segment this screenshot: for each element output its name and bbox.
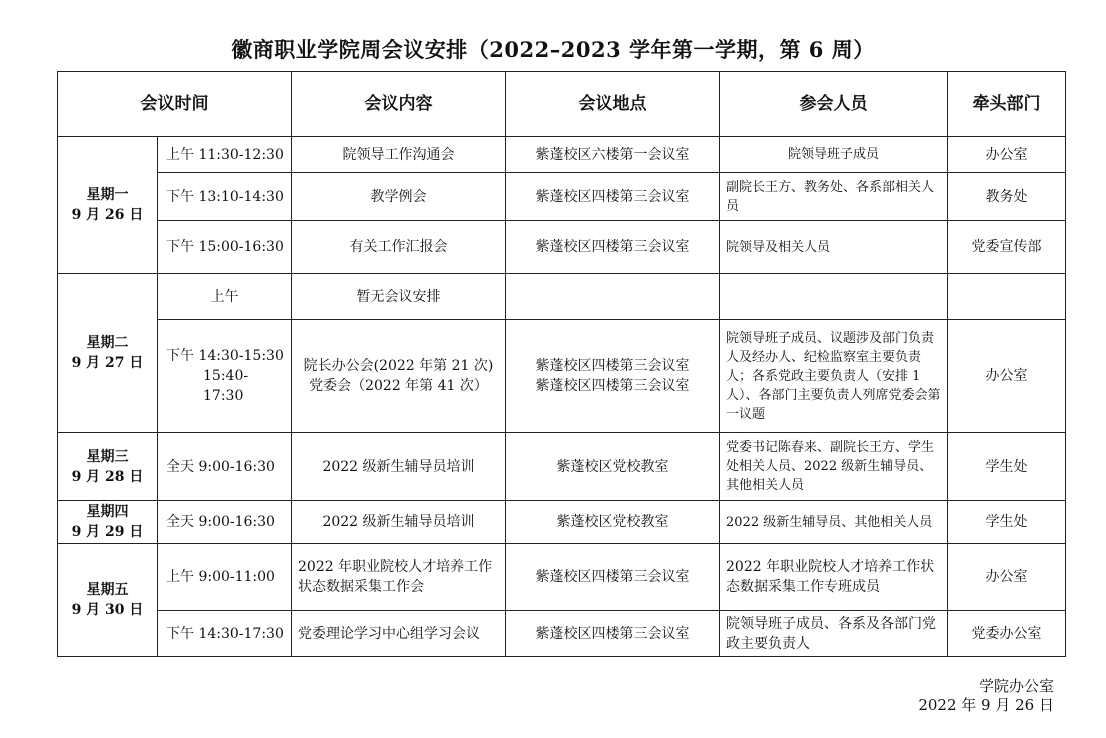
table-row <box>58 221 1066 274</box>
footer-date: 2022 年 9 月 26 日 <box>918 696 1054 714</box>
location-cell: 紫蓬校区四楼第三会议室 <box>506 173 720 221</box>
header-content: 会议内容 <box>292 72 506 137</box>
day-date: 9 月 26 日 <box>71 207 144 223</box>
content-cell: 有关工作汇报会 <box>292 221 506 274</box>
content-cell: 院领导工作沟通会 <box>292 137 506 173</box>
dept-cell: 教务处 <box>948 173 1066 221</box>
table-row <box>58 433 1066 501</box>
day-date: 9 月 30 日 <box>71 602 144 618</box>
dept-cell: 党委办公室 <box>948 611 1066 657</box>
dept-cell: 办公室 <box>948 137 1066 173</box>
header-dept: 牵头部门 <box>948 72 1066 137</box>
content-cell: 教学例会 <box>292 173 506 221</box>
time-cell <box>158 320 292 433</box>
day-name: 星期三 <box>86 448 129 465</box>
page-title: 徽商职业学院周会议安排（2022–2023 学年第一学期，第 6 周） <box>231 37 875 62</box>
table-row <box>58 137 1066 173</box>
content-cell: 2022 级新生辅导员培训 <box>292 433 506 501</box>
dept-cell: 学生处 <box>948 433 1066 501</box>
location-cell: 紫蓬校区四楼第三会议室 <box>506 611 720 657</box>
time-line-1: 下午 14:30-15:30 <box>166 348 284 364</box>
attendees-cell: 2022 年职业院校人才培养工作状态数据采集工作专班成员 <box>720 544 948 611</box>
dept-cell: 办公室 <box>948 320 1066 433</box>
location-cell: 紫蓬校区党校教室 <box>506 501 720 544</box>
header-time: 会议时间 <box>58 72 292 137</box>
location-line-2: 紫蓬校区四楼第三会议室 <box>535 378 690 394</box>
table-row <box>58 274 1066 320</box>
day-cell-tuesday <box>58 274 158 433</box>
table-row <box>58 501 1066 544</box>
day-date: 9 月 27 日 <box>71 355 144 371</box>
time-cell: 全天 9:00-16:30 <box>158 433 292 501</box>
attendees-cell: 院领导班子成员、议题涉及部门负责人及经办人、纪检监察室主要负责人；各系党政主要负责人（安排 1 人）、各部门主要负责人列席党委会第一议题 <box>720 320 948 433</box>
attendees-cell: 院领导班子成员、各系及各部门党政主要负责人 <box>720 611 948 657</box>
day-name: 星期五 <box>86 582 129 598</box>
day-cell-thursday <box>58 501 158 544</box>
location-cell: 紫蓬校区四楼第三会议室 <box>506 544 720 611</box>
day-cell-wednesday <box>58 433 158 501</box>
day-date: 9 月 28 日 <box>71 468 144 485</box>
dept-cell: 办公室 <box>948 544 1066 611</box>
day-cell-monday <box>58 137 158 274</box>
time-cell: 上午 11:30-12:30 <box>158 137 292 173</box>
day-date: 9 月 29 日 <box>71 524 144 540</box>
attendees-cell: 党委书记陈春来、副院长王方、学生处相关人员、2022 级新生辅导员、其他相关人员 <box>720 433 948 501</box>
time-cell: 下午 13:10-14:30 <box>158 173 292 221</box>
day-name: 星期二 <box>86 335 129 351</box>
attendees-cell: 2022 级新生辅导员、其他相关人员 <box>720 501 948 544</box>
table-row <box>58 173 1066 221</box>
day-name: 星期一 <box>86 187 129 203</box>
location-cell: 紫蓬校区四楼第三会议室 <box>506 221 720 274</box>
location-cell <box>506 320 720 433</box>
location-cell: 紫蓬校区党校教室 <box>506 433 720 501</box>
content-cell: 党委理论学习中心组学习会议 <box>292 611 506 657</box>
meeting-schedule-table <box>57 71 1066 657</box>
location-line-1: 紫蓬校区四楼第三会议室 <box>535 358 690 374</box>
location-cell <box>506 274 720 320</box>
time-cell: 全天 9:00-16:30 <box>158 501 292 544</box>
content-line-2: 党委会（2022 年第 41 次） <box>309 378 488 394</box>
dept-cell: 学生处 <box>948 501 1066 544</box>
time-cell: 下午 14:30-17:30 <box>158 611 292 657</box>
attendees-cell: 院领导班子成员 <box>720 137 948 173</box>
header-location: 会议地点 <box>506 72 720 137</box>
time-line-2: 15:40-17:30 <box>203 368 249 404</box>
table-row <box>58 544 1066 611</box>
table-header-row <box>58 72 1066 137</box>
time-cell: 下午 15:00-16:30 <box>158 221 292 274</box>
table-row <box>58 320 1066 433</box>
content-cell <box>292 320 506 433</box>
dept-cell: 党委宣传部 <box>948 221 1066 274</box>
attendees-cell: 院领导及相关人员 <box>720 221 948 274</box>
content-line-1: 院长办公会(2022 年第 21 次) <box>303 358 494 374</box>
day-cell-friday <box>58 544 158 657</box>
dept-cell <box>948 274 1066 320</box>
day-name: 星期四 <box>86 504 129 520</box>
attendees-cell: 副院长王方、教务处、各系部相关人员 <box>720 173 948 221</box>
content-cell: 暂无会议安排 <box>292 274 506 320</box>
content-cell: 2022 年职业院校人才培养工作状态数据采集工作会 <box>292 544 506 611</box>
content-cell: 2022 级新生辅导员培训 <box>292 501 506 544</box>
time-cell: 上午 9:00-11:00 <box>158 544 292 611</box>
location-cell: 紫蓬校区六楼第一会议室 <box>506 137 720 173</box>
time-cell: 上午 <box>158 274 292 320</box>
header-attendees: 参会人员 <box>720 72 948 137</box>
table-row <box>58 611 1066 657</box>
footer-office: 学院办公室 <box>978 677 1054 695</box>
attendees-cell <box>720 274 948 320</box>
footer-signature <box>918 677 1054 715</box>
